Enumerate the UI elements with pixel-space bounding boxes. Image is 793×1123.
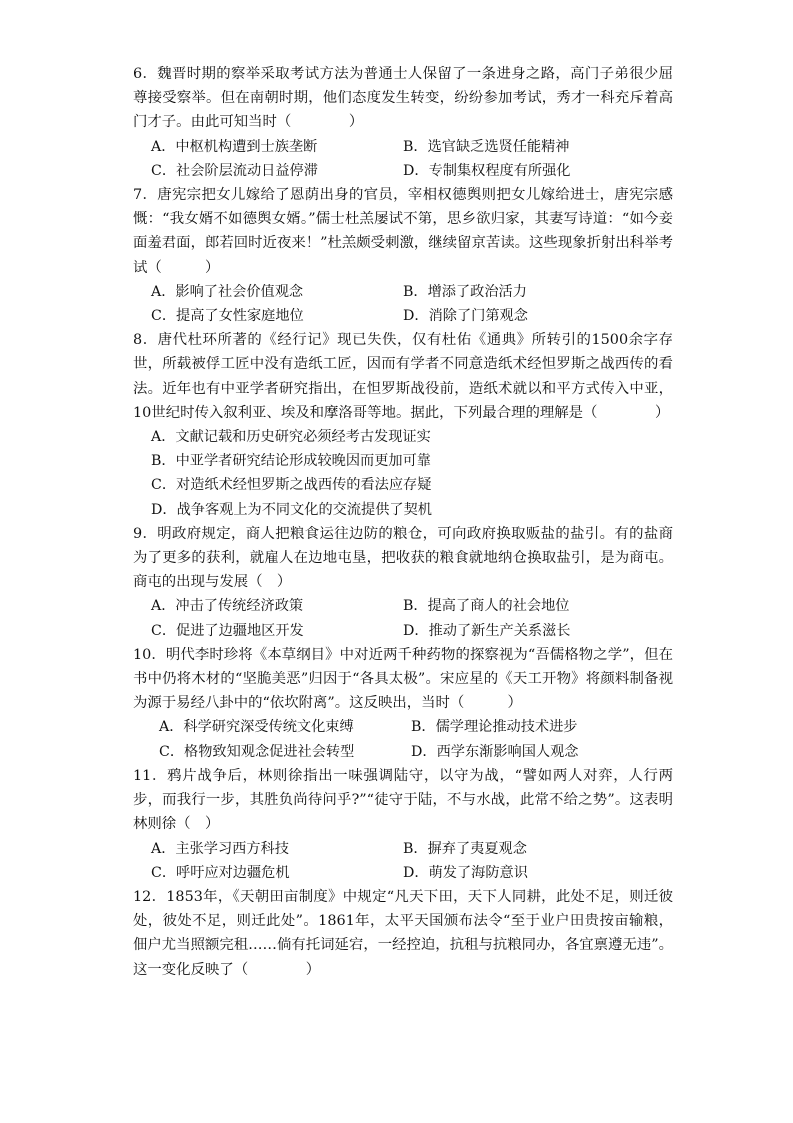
option-c: C．社会阶层流动日益停滞 xyxy=(151,162,318,179)
option-d: D．战争客观上为不同文化的交流提供了契机 xyxy=(151,501,432,518)
question-11 xyxy=(133,764,673,885)
option-a: A．冲击了传统经济政策 xyxy=(151,598,304,615)
option-a: A．文献记载和历史研究必须经考古发现证实 xyxy=(151,429,431,446)
option-a: A．科学研究深受传统文化束缚 xyxy=(159,719,354,736)
question-list xyxy=(133,62,673,982)
option-d: D．西学东渐影响国人观念 xyxy=(411,743,579,760)
question-9 xyxy=(133,522,673,643)
option-b: B．选官缺乏选贤任能精神 xyxy=(403,138,570,155)
option-d: D．萌发了海防意识 xyxy=(403,864,528,881)
question-stem: 8．唐代杜环所著的《经行记》现已失佚，仅有杜佑《通典》所转引的1500余字存世，所载被俘工匠中没有造纸工匠，因而有学者不同意造纸术经怛罗斯之战西传的看法。近年也有中亚学者研究指出，在怛罗斯战役前，造纸术就以和平方式传入中亚，10世纪时传入叙利亚、埃及和摩洛哥等地。据此，下列最合理的理解是（ ） xyxy=(133,332,673,421)
option-list xyxy=(133,425,673,522)
option-c: C．对造纸术经怛罗斯之战西传的看法应存疑 xyxy=(151,477,432,494)
question-stem: 10．明代李时珍将《本草纲目》中对近两千种药物的探察视为“吾儒格物之学”，但在书中仍将木材的“坚脆美恶”归因于“各具太极”。宋应星的《天工开物》将颜料制备视为源于易经八卦中的“依坎附离”。这反映出，当时（ ） xyxy=(133,646,673,712)
option-grid xyxy=(133,280,673,328)
option-b: B．儒学理论推动技术进步 xyxy=(411,719,578,736)
option-c: C．促进了边疆地区开发 xyxy=(151,622,304,639)
option-d: D．消除了门第观念 xyxy=(403,308,528,325)
option-d: D．推动了新生产关系滋长 xyxy=(403,622,571,639)
option-c: C．格物致知观念促进社会转型 xyxy=(159,743,355,760)
option-b: B．增添了政治活力 xyxy=(403,283,527,300)
question-stem: 11．鸦片战争后，林则徐指出一味强调陆守，以守为战，“譬如两人对弈，人行两步，而我行一步，其胜负尚待问乎?”“徒守于陆，不与水战，此常不给之势”。这表明林则徐（ ） xyxy=(133,767,673,833)
option-a: A．影响了社会价值观念 xyxy=(151,283,304,300)
question-12 xyxy=(133,885,673,982)
question-6 xyxy=(133,62,673,183)
question-stem: 7．唐宪宗把女儿嫁给了恩荫出身的官员，宰相权德舆则把女儿嫁给进士，唐宪宗感慨：“我女婿不如德舆女婿。”儒士杜羔屡试不第，思乡欲归家，其妻写诗道：“如今妾面羞君面，郎若回时近夜来！”杜羔颇受刺激，继续留京苦读。这些现象折射出科举考试（ ） xyxy=(133,187,673,276)
question-stem: 6．魏晋时期的察举采取考试方法为普通士人保留了一条进身之路，高门子弟很少屈尊接受察举。但在南朝时期，他们态度发生转变，纷纷参加考试，秀才一科充斥着高门才子。由此可知当时（ ） xyxy=(133,66,673,131)
option-grid xyxy=(133,715,673,763)
option-d: D．专制集权程度有所强化 xyxy=(403,162,571,179)
option-b: B．中亚学者研究结论形成较晚因而更加可靠 xyxy=(151,453,431,470)
option-grid xyxy=(133,135,673,183)
option-a: A．中枢机构遭到士族垄断 xyxy=(151,138,318,155)
option-b: B．提高了商人的社会地位 xyxy=(403,598,570,615)
option-a: A．主张学习西方科技 xyxy=(151,840,289,857)
question-10 xyxy=(133,643,673,764)
option-b: B．摒弃了夷夏观念 xyxy=(403,840,527,857)
option-c: C．提高了女性家庭地位 xyxy=(151,308,304,325)
option-grid xyxy=(133,594,673,642)
option-grid xyxy=(133,837,673,885)
question-stem: 9．明政府规定，商人把粮食运往边防的粮仓，可向政府换取贩盐的盐引。有的盐商为了更多的获利，就雇人在边地屯垦，把收获的粮食就地纳仓换取盐引，是为商屯。商屯的出现与发展（ ） xyxy=(133,525,673,591)
question-8 xyxy=(133,328,673,522)
option-c: C．呼吁应对边疆危机 xyxy=(151,864,290,881)
question-7 xyxy=(133,183,673,328)
question-stem: 12．1853年，《天朝田亩制度》中规定“凡天下田，天下人同耕，此处不足，则迁彼处，彼处不足，则迁此处”。1861年，太平天国颁布法令“至于业户田贵按亩输粮，佃户尤当照额完租……倘有托词延宕，一经控迫，抗租与抗粮同办，各宜禀遵无违”。这一变化反映了（ ） xyxy=(133,888,673,978)
